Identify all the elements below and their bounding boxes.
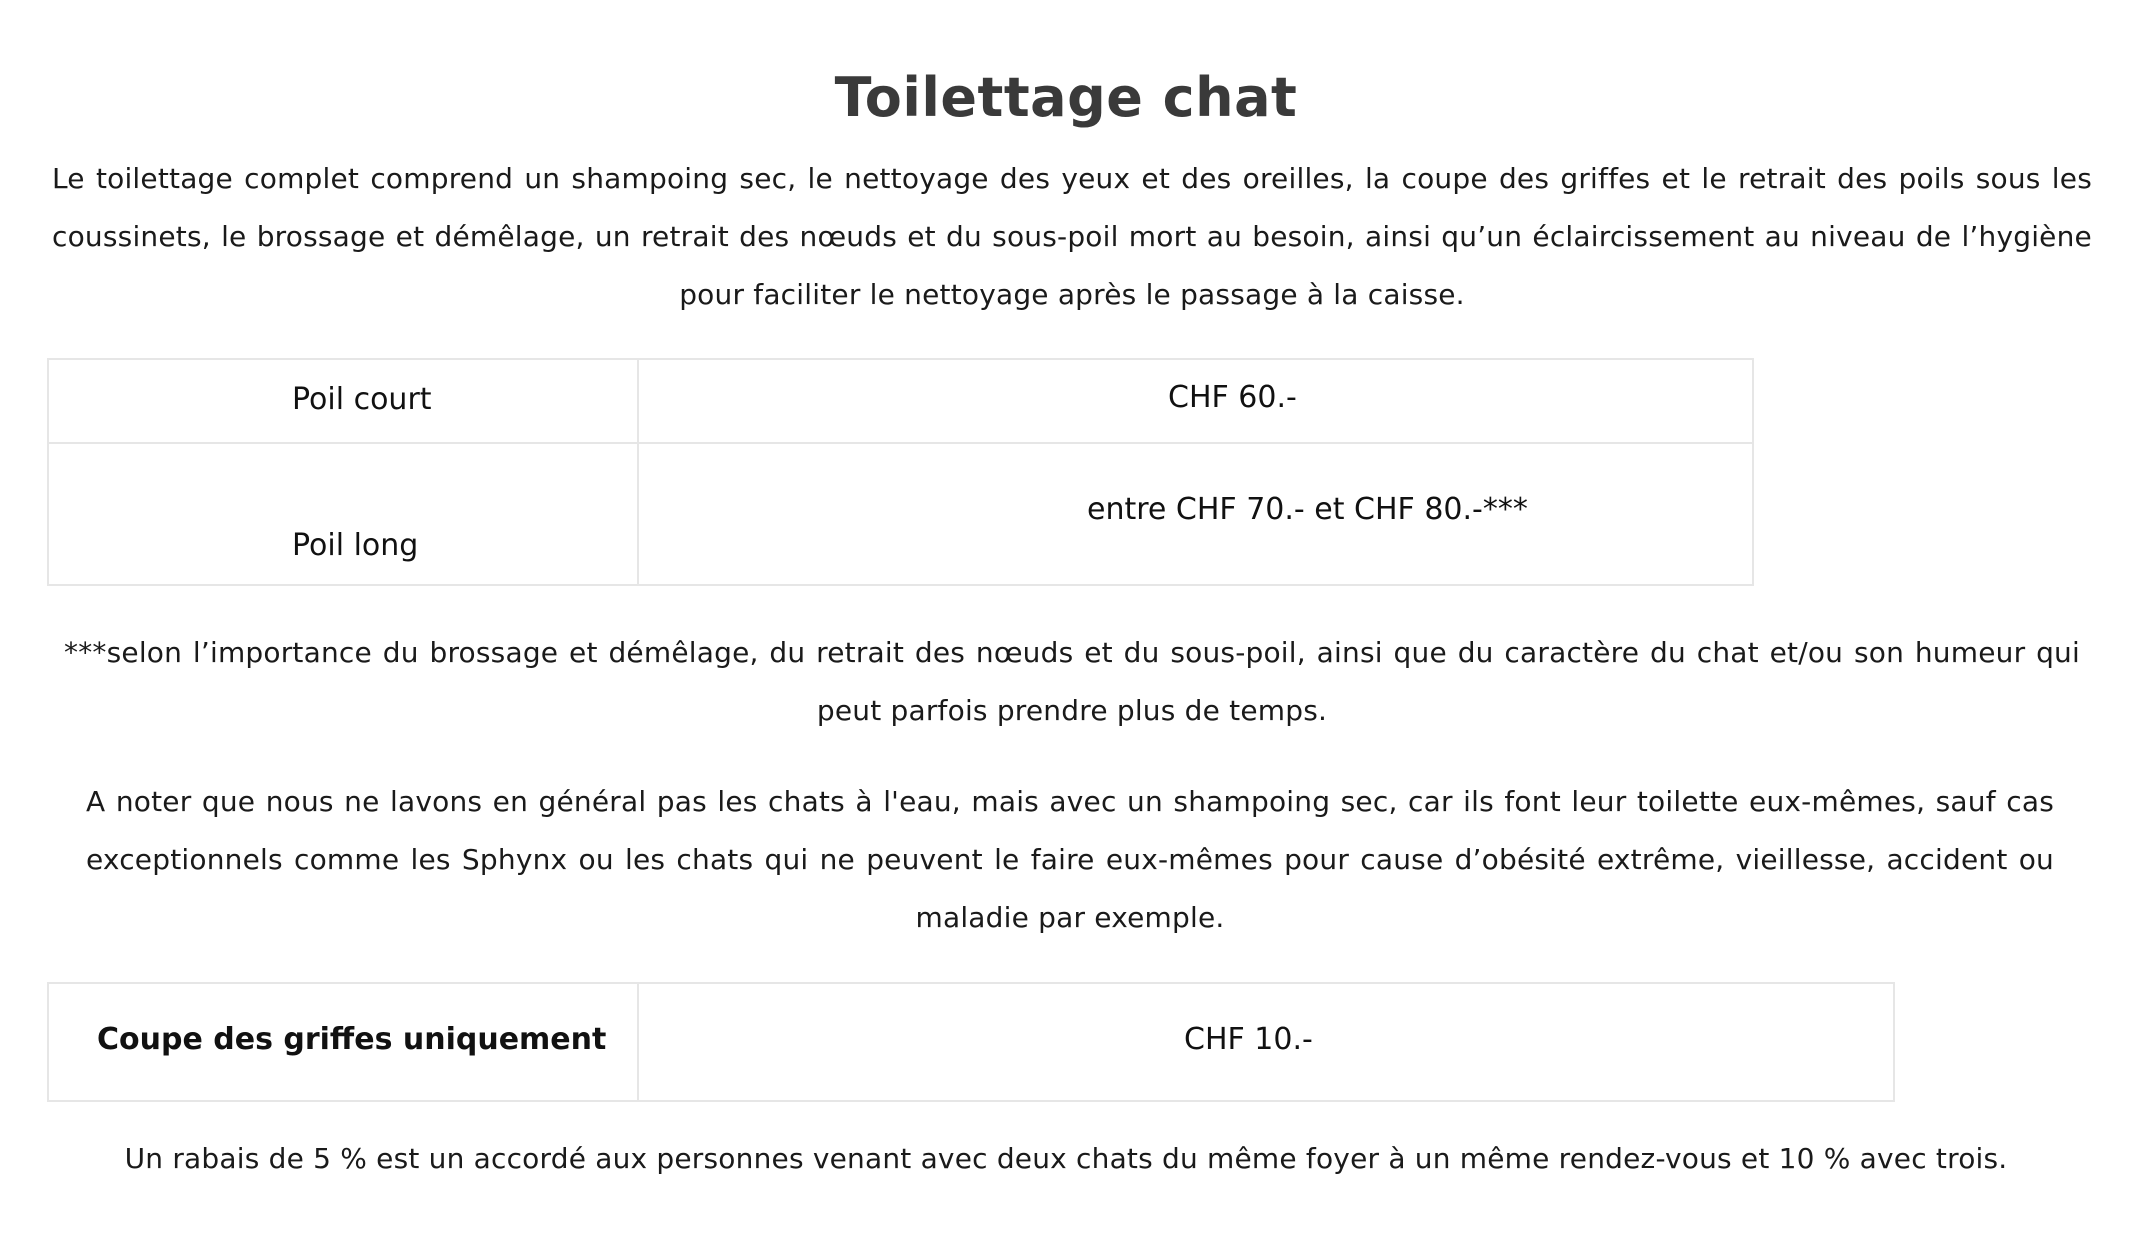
page-title: Toilettage chat [834,66,1298,129]
table-cell-price [638,983,1894,1101]
wash-note-paragraph: A noter que nous ne lavons en général pas les chats à l'eau, mais avec un shampoing sec, car ils font leur toilette eux-mêmes, sauf cas exceptionnels comme les Sphynx ou les chats qui ne peuvent le faire eux-mêmes pour cause d’obésité extrême, vieillesse, accident ou maladie par exemple. [86,785,2054,934]
row-label: Poil long [292,528,419,563]
table-cell-label [48,359,638,443]
row-label: Poil court [292,382,432,417]
table-row [48,359,1753,443]
claws-label: Coupe des griffes uniquement [97,1022,607,1057]
table-row [48,983,1894,1101]
table-row [48,443,1753,585]
claws-price: CHF 10.- [1184,1022,1313,1057]
row-price: CHF 60.- [1168,380,1297,415]
table-cell-label [48,443,638,585]
claws-price-table [47,982,1895,1102]
footnote-paragraph: ***selon l’importance du brossage et démêlage, du retrait des nœuds et du sous-poil, ainsi que du caractère du chat et/ou son humeur qui peut parfois prendre plus de temps. [64,636,2080,727]
grooming-price-table [47,358,1754,586]
table-cell-label [48,983,638,1101]
discount-paragraph: Un rabais de 5 % est un accordé aux personnes venant avec deux chats du même foyer à un même rendez-vous et 10 % avec trois. [124,1142,2008,1175]
intro-paragraph: Le toilettage complet comprend un shampoing sec, le nettoyage des yeux et des oreilles, la coupe des griffes et le retrait des poils sous les coussinets, le brossage et démêlage, un retrait des nœuds et du sous-poil mort au besoin, ainsi qu’un éclaircissement au niveau de l’hygiène pour faciliter le nettoyage après le passage à la caisse. [52,162,2092,311]
table-cell-price [638,443,1753,585]
table-cell-price [638,359,1753,443]
row-price: entre CHF 70.- et CHF 80.-*** [1087,492,1528,527]
